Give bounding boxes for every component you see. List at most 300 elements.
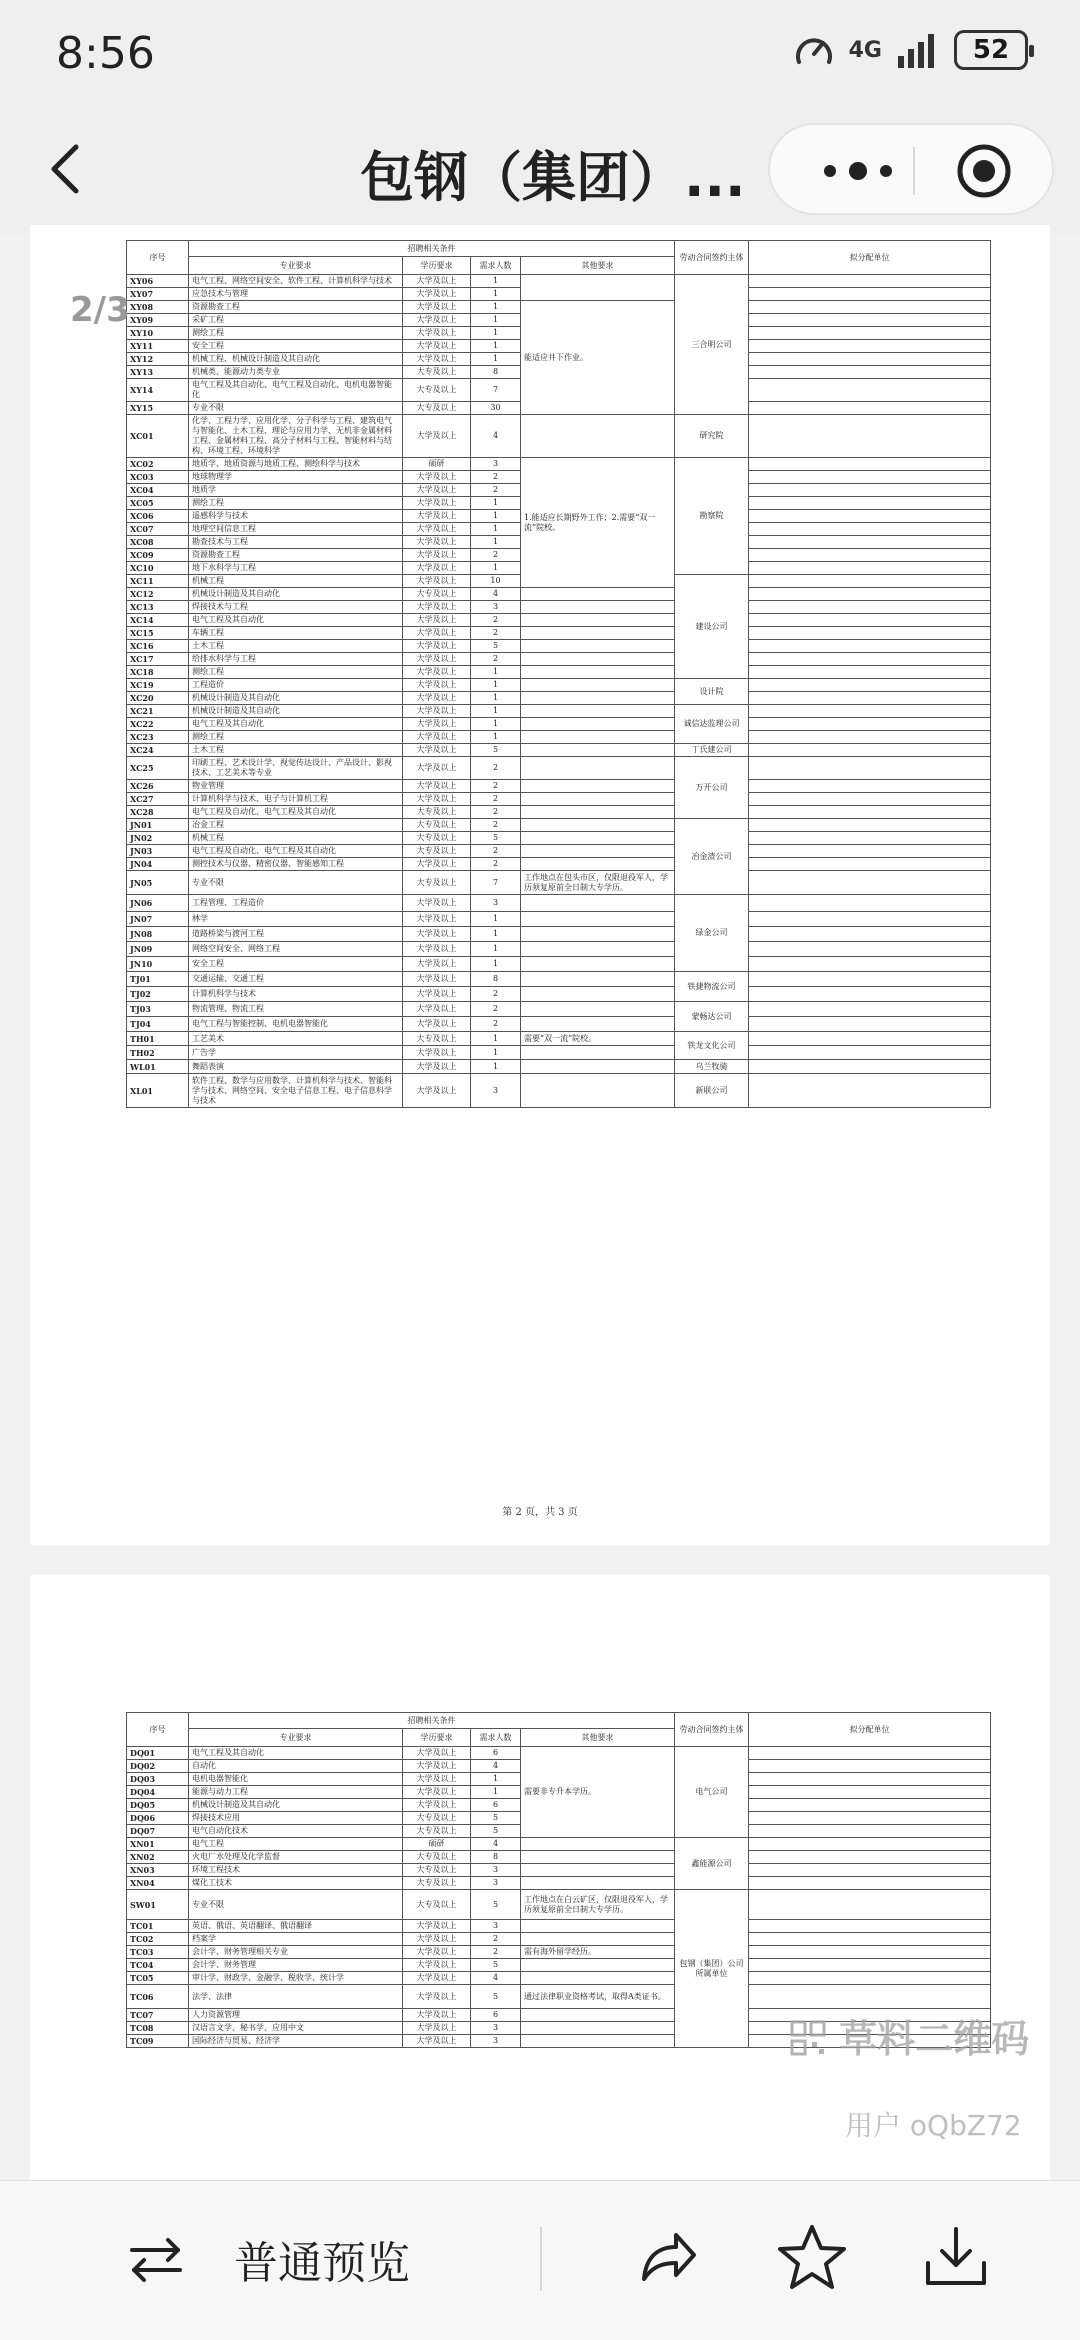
cell-edu: 大学及以上 — [403, 1933, 471, 1946]
cell-major: 物业管理 — [189, 780, 403, 793]
cell-no: XC15 — [127, 627, 189, 640]
cell-unit — [749, 1946, 991, 1959]
cell-edu: 大学及以上 — [403, 497, 471, 510]
cell-edu: 大学及以上 — [403, 1017, 471, 1032]
cell-major: 电气工程及其自动化 — [189, 1747, 403, 1760]
cell-count: 1 — [471, 692, 521, 705]
cell-no: XC08 — [127, 536, 189, 549]
cell-major: 遥感科学与技术 — [189, 510, 403, 523]
table-row — [127, 1946, 991, 1959]
cell-contract: 万开公司 — [675, 757, 749, 819]
cell-unit — [749, 942, 991, 957]
cell-edu: 大学及以上 — [403, 1074, 471, 1108]
cell-other: 能适应井下作业。 — [521, 301, 675, 415]
cell-edu: 大学及以上 — [403, 927, 471, 942]
cell-edu: 大学及以上 — [403, 275, 471, 288]
cell-major: 电气工程及其自动化 — [189, 614, 403, 627]
cell-major: 英语、俄语、英语翻译、俄语翻译 — [189, 1920, 403, 1933]
cell-major: 电气工程及自动化、电气工程及其自动化 — [189, 845, 403, 858]
network-type: 4G — [848, 37, 882, 63]
cell-count: 1 — [471, 1786, 521, 1799]
cell-unit — [749, 1747, 991, 1760]
cell-unit — [749, 614, 991, 627]
cell-unit — [749, 1864, 991, 1877]
cell-count: 5 — [471, 832, 521, 845]
cell-edu: 大专及以上 — [403, 1890, 471, 1920]
cell-edu: 大学及以上 — [403, 1773, 471, 1786]
cell-edu: 大学及以上 — [403, 601, 471, 614]
cell-count: 1 — [471, 1046, 521, 1060]
cell-major: 法学、法律 — [189, 1985, 403, 2009]
cell-edu: 大学及以上 — [403, 692, 471, 705]
cell-major: 物流管理、物流工程 — [189, 1002, 403, 1017]
cell-other — [521, 1877, 675, 1890]
share-icon[interactable] — [630, 2221, 702, 2293]
cell-other — [521, 275, 675, 301]
table-row — [127, 972, 991, 987]
cell-edu: 大学及以上 — [403, 484, 471, 497]
cell-count: 1 — [471, 666, 521, 679]
battery-icon — [954, 30, 1028, 70]
cell-unit — [749, 718, 991, 731]
cell-major: 机械工程 — [189, 832, 403, 845]
cell-no: TH01 — [127, 1032, 189, 1046]
cell-unit — [749, 510, 991, 523]
col-edu-header: 学历要求 — [403, 1729, 471, 1747]
cell-unit — [749, 972, 991, 987]
cell-no: XC11 — [127, 575, 189, 588]
cell-no: XC24 — [127, 744, 189, 757]
cell-other — [521, 2035, 675, 2048]
cell-no: TC01 — [127, 1920, 189, 1933]
cell-contract: 建设公司 — [675, 575, 749, 679]
cell-no: XC09 — [127, 549, 189, 562]
cell-other — [521, 1838, 675, 1851]
cell-count: 4 — [471, 1972, 521, 1985]
watermark-user: 用户 oQbZ72 — [845, 2109, 1022, 2142]
cell-no: XN04 — [127, 1877, 189, 1890]
switch-icon — [128, 2237, 184, 2283]
cell-count: 10 — [471, 575, 521, 588]
cell-unit — [749, 415, 991, 458]
cell-major: 电气自动化技术 — [189, 1825, 403, 1838]
table-row — [127, 1032, 991, 1046]
cell-edu: 大学及以上 — [403, 523, 471, 536]
cell-major: 应急技术与管理 — [189, 288, 403, 301]
cell-edu: 大学及以上 — [403, 314, 471, 327]
table-row — [127, 415, 991, 458]
cell-edu: 大学及以上 — [403, 471, 471, 484]
col-other-header: 其他要求 — [521, 257, 675, 275]
cell-no: XY09 — [127, 314, 189, 327]
cell-edu: 大专及以上 — [403, 588, 471, 601]
table-row — [127, 1017, 991, 1032]
cell-major: 机械设计制造及其自动化 — [189, 705, 403, 718]
cell-unit — [749, 402, 991, 415]
cell-no: TJ03 — [127, 1002, 189, 1017]
cell-major: 自动化 — [189, 1760, 403, 1773]
table-row — [127, 927, 991, 942]
cell-no: WL01 — [127, 1060, 189, 1074]
cell-major: 测绘工程 — [189, 497, 403, 510]
cell-edu: 大学及以上 — [403, 640, 471, 653]
cell-no: JN04 — [127, 858, 189, 871]
cell-other — [521, 1074, 675, 1108]
cell-no: XL01 — [127, 1074, 189, 1108]
cell-count: 8 — [471, 1851, 521, 1864]
cell-unit — [749, 1060, 991, 1074]
recruitment-table-page-3 — [126, 1712, 991, 2048]
cell-count: 4 — [471, 415, 521, 458]
cell-count: 3 — [471, 1920, 521, 1933]
table-row — [127, 640, 991, 653]
cell-count: 6 — [471, 2009, 521, 2022]
cell-no: DQ03 — [127, 1773, 189, 1786]
cell-unit — [749, 1032, 991, 1046]
col-other-header: 其他要求 — [521, 1729, 675, 1747]
table-row — [127, 1074, 991, 1108]
cell-edu: 大学及以上 — [403, 288, 471, 301]
cell-no: JN07 — [127, 912, 189, 927]
cell-count: 4 — [471, 1760, 521, 1773]
cell-major: 审计学、财政学、金融学、税收学、统计学 — [189, 1972, 403, 1985]
table-row — [127, 1864, 991, 1877]
cell-edu: 大学及以上 — [403, 780, 471, 793]
document-page-2[interactable] — [30, 225, 1050, 1545]
cell-count: 5 — [471, 1812, 521, 1825]
cell-unit — [749, 601, 991, 614]
cell-edu: 大学及以上 — [403, 718, 471, 731]
cell-edu: 大专及以上 — [403, 402, 471, 415]
cell-unit — [749, 1812, 991, 1825]
cell-no: XY07 — [127, 288, 189, 301]
cell-no: XN01 — [127, 1838, 189, 1851]
cell-other — [521, 653, 675, 666]
cell-major: 专业不限 — [189, 871, 403, 895]
cell-unit — [749, 1773, 991, 1786]
table-row — [127, 1920, 991, 1933]
cell-no: TC02 — [127, 1933, 189, 1946]
cell-major: 电气工程及自动化、电气工程及其自动化 — [189, 806, 403, 819]
cell-count: 1 — [471, 288, 521, 301]
cell-contract: 绿金公司 — [675, 895, 749, 972]
cell-no: DQ05 — [127, 1799, 189, 1812]
cell-unit — [749, 692, 991, 705]
cell-contract: 电气公司 — [675, 1747, 749, 1838]
cell-count: 2 — [471, 1946, 521, 1959]
cell-major: 网络空间安全、网络工程 — [189, 942, 403, 957]
cell-no: TJ04 — [127, 1017, 189, 1032]
cell-count: 2 — [471, 819, 521, 832]
cell-no: XC03 — [127, 471, 189, 484]
cell-other: 需要“双一流”院校。 — [521, 1032, 675, 1046]
table-row — [127, 614, 991, 627]
cell-count: 30 — [471, 402, 521, 415]
cell-no: XC13 — [127, 601, 189, 614]
page-footer: 第 2 页，共 3 页 — [502, 1507, 578, 1518]
download-icon[interactable] — [920, 2221, 992, 2293]
cell-count: 1 — [471, 1060, 521, 1074]
cell-count: 2 — [471, 845, 521, 858]
group-header: 招聘相关条件 — [189, 241, 675, 257]
cell-other — [521, 957, 675, 972]
cell-count: 4 — [471, 588, 521, 601]
cell-edu: 大专及以上 — [403, 1825, 471, 1838]
col-major-header: 专业要求 — [189, 1729, 403, 1747]
cell-major: 采矿工程 — [189, 314, 403, 327]
cell-unit — [749, 1046, 991, 1060]
cell-count: 5 — [471, 1825, 521, 1838]
cell-contract: 包钢（集团）公司所属单位 — [675, 1890, 749, 2048]
col-count-header: 需求人数 — [471, 257, 521, 275]
cell-unit — [749, 679, 991, 692]
cell-edu: 大学及以上 — [403, 1747, 471, 1760]
cell-no: TC04 — [127, 1959, 189, 1972]
cell-unit — [749, 1838, 991, 1851]
cell-major: 土木工程 — [189, 640, 403, 653]
cell-count: 1 — [471, 957, 521, 972]
cell-major: 机械工程、机械设计制造及其自动化 — [189, 353, 403, 366]
col-unit-header: 拟分配单位 — [749, 241, 991, 275]
col-contract-header: 劳动合同签约主体 — [675, 1713, 749, 1747]
cell-edu: 大专及以上 — [403, 379, 471, 402]
cell-unit — [749, 640, 991, 653]
cell-edu: 大学及以上 — [403, 987, 471, 1002]
cell-major: 测控技术与仪器、精密仪器、智能感知工程 — [189, 858, 403, 871]
cell-other — [521, 987, 675, 1002]
cell-edu: 大专及以上 — [403, 1851, 471, 1864]
cell-major: 汉语言文学、秘书学、应用中文 — [189, 2022, 403, 2035]
cell-edu: 大专及以上 — [403, 366, 471, 379]
cell-unit — [749, 340, 991, 353]
table-row — [127, 858, 991, 871]
cell-no: JN09 — [127, 942, 189, 957]
cell-count: 1 — [471, 927, 521, 942]
cell-other — [521, 415, 675, 458]
cell-major: 机械设计制造及其自动化 — [189, 588, 403, 601]
cell-unit — [749, 288, 991, 301]
preview-mode-button[interactable] — [128, 2223, 548, 2297]
cell-unit — [749, 1760, 991, 1773]
cell-count: 2 — [471, 653, 521, 666]
cell-major: 地球物理学 — [189, 471, 403, 484]
col-contract-header: 劳动合同签约主体 — [675, 241, 749, 275]
nav-bar — [0, 105, 1080, 233]
cell-other — [521, 1002, 675, 1017]
cell-no: XY14 — [127, 379, 189, 402]
cell-unit — [749, 858, 991, 871]
cell-major: 软件工程、数学与应用数学、计算机科学与技术、智能科学与技术、网络空间、安全电子信息工程、电子信息科学与技术 — [189, 1074, 403, 1108]
cell-edu: 硕研 — [403, 1838, 471, 1851]
table-row — [127, 1851, 991, 1864]
more-icon[interactable] — [808, 153, 908, 189]
cell-no: TC03 — [127, 1946, 189, 1959]
cell-other — [521, 627, 675, 640]
cell-count: 1 — [471, 301, 521, 314]
cell-major: 计算机科学与技术、电子与计算机工程 — [189, 793, 403, 806]
cell-edu: 大学及以上 — [403, 1786, 471, 1799]
cell-edu: 大学及以上 — [403, 942, 471, 957]
cell-other — [521, 1851, 675, 1864]
cell-edu: 大专及以上 — [403, 1812, 471, 1825]
cell-unit — [749, 705, 991, 718]
cell-major: 环境工程技术 — [189, 1864, 403, 1877]
cell-unit — [749, 1786, 991, 1799]
col-unit-header: 拟分配单位 — [749, 1713, 991, 1747]
cell-major: 煤化工技术 — [189, 1877, 403, 1890]
cell-no: XC06 — [127, 510, 189, 523]
table-row — [127, 1933, 991, 1946]
cell-count: 1 — [471, 562, 521, 575]
cell-count: 2 — [471, 627, 521, 640]
cell-edu: 大学及以上 — [403, 1760, 471, 1773]
cell-major: 机械设计制造及其自动化 — [189, 692, 403, 705]
cell-unit — [749, 871, 991, 895]
cell-no: XC26 — [127, 780, 189, 793]
bottom-toolbar — [0, 2180, 1080, 2340]
cell-no: XC18 — [127, 666, 189, 679]
cell-no: XC27 — [127, 793, 189, 806]
col-count-header: 需求人数 — [471, 1729, 521, 1747]
table-row — [127, 819, 991, 832]
cell-other — [521, 666, 675, 679]
cell-no: XY11 — [127, 340, 189, 353]
cell-no: JN01 — [127, 819, 189, 832]
cell-major: 广告学 — [189, 1046, 403, 1060]
table-row — [127, 653, 991, 666]
cell-unit — [749, 627, 991, 640]
cell-unit — [749, 666, 991, 679]
table-row — [127, 1747, 991, 1760]
cell-contract: 新联公司 — [675, 1074, 749, 1108]
cell-major: 测绘工程 — [189, 666, 403, 679]
cell-unit — [749, 1985, 991, 2009]
cell-no: TC07 — [127, 2009, 189, 2022]
cell-contract: 勘察院 — [675, 458, 749, 575]
cell-no: XC14 — [127, 614, 189, 627]
cell-major: 土木工程 — [189, 744, 403, 757]
cell-count: 6 — [471, 1799, 521, 1812]
table-row — [127, 1060, 991, 1074]
cell-count: 3 — [471, 2035, 521, 2048]
cell-count: 7 — [471, 379, 521, 402]
cell-contract: 乌兰牧骑 — [675, 1060, 749, 1074]
cell-other — [521, 705, 675, 718]
cell-edu: 大学及以上 — [403, 1972, 471, 1985]
cell-unit — [749, 275, 991, 288]
cell-no: XY10 — [127, 327, 189, 340]
cell-unit — [749, 806, 991, 819]
cell-contract: 冶金渣公司 — [675, 819, 749, 895]
close-mini-program-icon[interactable] — [954, 141, 1014, 201]
cell-count: 5 — [471, 1890, 521, 1920]
clock: 8:56 — [56, 28, 155, 79]
table-row — [127, 588, 991, 601]
cell-count: 2 — [471, 549, 521, 562]
cell-edu: 大学及以上 — [403, 340, 471, 353]
cell-edu: 大学及以上 — [403, 1002, 471, 1017]
cell-major: 安全工程 — [189, 340, 403, 353]
cell-other: 需有海外留学经历。 — [521, 1946, 675, 1959]
cell-unit — [749, 379, 991, 402]
cell-contract: 铁捷物流公司 — [675, 972, 749, 1002]
table-row — [127, 1877, 991, 1890]
cell-major: 测绘工程 — [189, 327, 403, 340]
cell-other — [521, 806, 675, 819]
cell-count: 2 — [471, 471, 521, 484]
cell-count: 1 — [471, 327, 521, 340]
cell-count: 1 — [471, 731, 521, 744]
cell-other — [521, 832, 675, 845]
table-row — [127, 458, 991, 471]
cell-unit — [749, 1972, 991, 1985]
cell-no: TC09 — [127, 2035, 189, 2048]
cell-count: 2 — [471, 793, 521, 806]
table-row — [127, 942, 991, 957]
cell-edu: 大学及以上 — [403, 1060, 471, 1074]
cell-edu: 大学及以上 — [403, 666, 471, 679]
cell-edu: 大专及以上 — [403, 806, 471, 819]
cell-contract: 铁龙文化公司 — [675, 1032, 749, 1060]
cell-count: 3 — [471, 1864, 521, 1877]
cell-no: SW01 — [127, 1890, 189, 1920]
cell-major: 给排水科学与工程 — [189, 653, 403, 666]
cell-no: XC17 — [127, 653, 189, 666]
cell-no: DQ06 — [127, 1812, 189, 1825]
table-row — [127, 1046, 991, 1060]
cell-no: XC05 — [127, 497, 189, 510]
table-row — [127, 845, 991, 858]
cell-count: 1 — [471, 1773, 521, 1786]
cell-unit — [749, 1074, 991, 1108]
table-row — [127, 871, 991, 895]
cell-unit — [749, 301, 991, 314]
cell-count: 1 — [471, 510, 521, 523]
cell-major: 会计学、财务管理 — [189, 1959, 403, 1972]
cell-unit — [749, 845, 991, 858]
cell-other — [521, 780, 675, 793]
cell-other — [521, 601, 675, 614]
document-page-3[interactable] — [30, 1575, 1050, 2195]
cell-contract: 蒙畅达公司 — [675, 1002, 749, 1032]
cell-other — [521, 1933, 675, 1946]
cell-other — [521, 588, 675, 601]
cell-count: 2 — [471, 780, 521, 793]
cell-edu: 大学及以上 — [403, 415, 471, 458]
table-row — [127, 957, 991, 972]
back-icon[interactable] — [38, 139, 98, 199]
cell-edu: 大专及以上 — [403, 845, 471, 858]
cell-unit — [749, 497, 991, 510]
cell-other — [521, 757, 675, 780]
cell-count: 5 — [471, 640, 521, 653]
cell-no: JN06 — [127, 895, 189, 912]
cell-major: 工艺美术 — [189, 1032, 403, 1046]
cell-major: 车辆工程 — [189, 627, 403, 640]
cell-contract: 三合明公司 — [675, 275, 749, 415]
cell-count: 1 — [471, 679, 521, 692]
cell-major: 资源勘查工程 — [189, 301, 403, 314]
col-no-header: 序号 — [127, 1713, 189, 1747]
star-icon[interactable] — [776, 2221, 848, 2293]
cell-other — [521, 895, 675, 912]
cell-unit — [749, 575, 991, 588]
cell-unit — [749, 744, 991, 757]
table-row — [127, 744, 991, 757]
cell-unit — [749, 1877, 991, 1890]
cell-unit — [749, 523, 991, 536]
cell-no: JN03 — [127, 845, 189, 858]
